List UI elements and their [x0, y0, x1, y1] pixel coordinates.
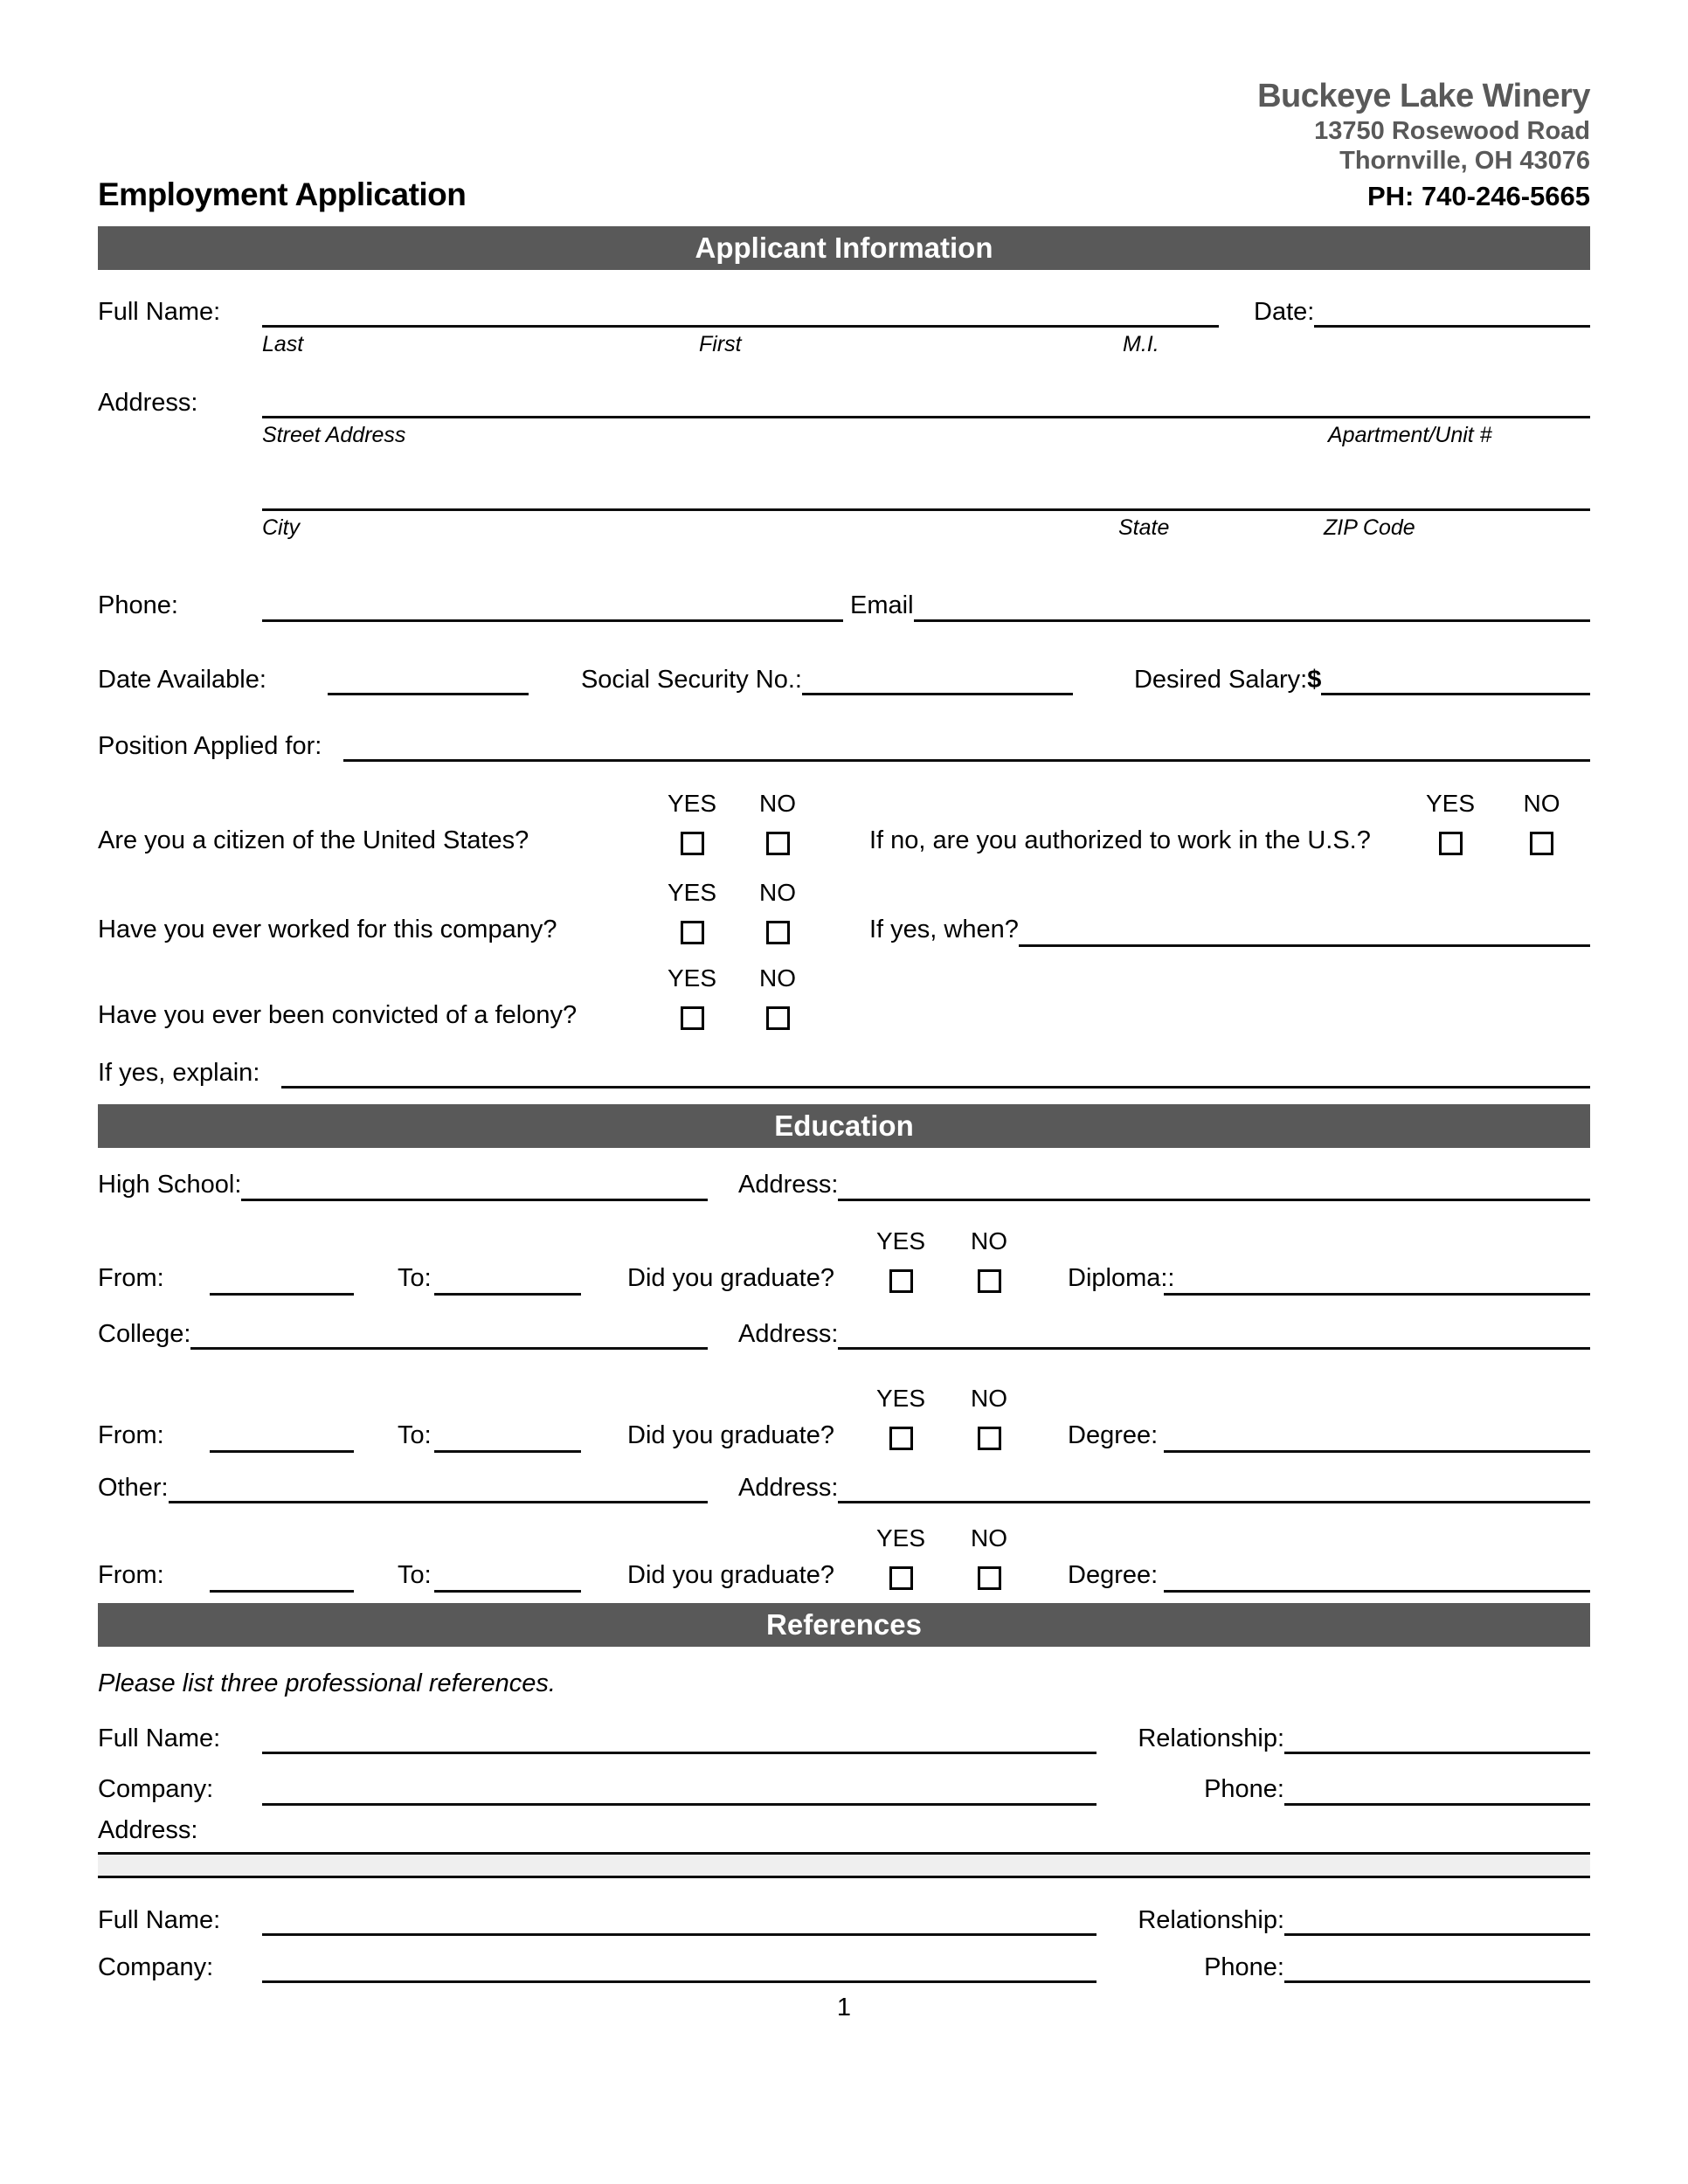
if-yes-explain-label: If yes, explain:	[98, 1059, 260, 1088]
no-label: NO	[1523, 790, 1560, 818]
other-field[interactable]	[169, 1472, 708, 1503]
other-row	[98, 1472, 1590, 1503]
college-address-field[interactable]	[838, 1318, 1590, 1350]
ref-company-label: Company:	[98, 1953, 214, 1982]
full-name-sublabels	[98, 328, 1590, 363]
citizen-yes-no-header	[98, 790, 1590, 818]
section-bar-references	[98, 1603, 1590, 1647]
if-yes-when-cell	[820, 914, 1590, 947]
reference1-company-row	[98, 1773, 1590, 1805]
other-degree-field[interactable]	[1164, 1561, 1590, 1593]
company-name: Buckeye Lake Winery	[1257, 78, 1590, 114]
felony-yes-no-header	[98, 964, 1590, 992]
yes-label: YES	[667, 879, 717, 907]
did-you-graduate-label: Did you graduate?	[627, 1421, 834, 1450]
reference1-company-field[interactable]	[262, 1774, 1097, 1806]
yes-label: YES	[875, 1384, 926, 1412]
high-school-field[interactable]	[241, 1170, 708, 1201]
college-label: College:	[98, 1319, 191, 1348]
ref-address-label: Address:	[98, 1815, 198, 1844]
college-yes-no-header	[98, 1385, 1590, 1413]
reference1-address-block	[98, 1814, 1590, 1878]
high-school-to-field[interactable]	[434, 1264, 581, 1296]
reference1-phone-field[interactable]	[1284, 1774, 1590, 1806]
phone-label: Phone:	[98, 591, 178, 620]
other-label: Other:	[98, 1473, 169, 1502]
high-school-label: High School:	[98, 1171, 242, 1199]
page-title: Employment Application	[98, 176, 467, 212]
section-title-references: References	[766, 1608, 922, 1641]
sub-label-last: Last	[262, 332, 304, 357]
desired-salary-label: Desired Salary:	[1133, 665, 1308, 694]
yes-label: YES	[667, 964, 717, 992]
reference1-name-row	[98, 1723, 1590, 1754]
reference1-full-name-field[interactable]	[262, 1723, 1097, 1754]
did-you-graduate-label: Did you graduate?	[627, 1561, 834, 1590]
to-label: To:	[398, 1421, 432, 1450]
address-row	[98, 387, 1590, 418]
section-title-education: Education	[774, 1109, 914, 1143]
references-note: Please list three professional references.	[98, 1669, 556, 1698]
sub-label-street-address: Street Address	[262, 423, 406, 448]
education-address-label: Address:	[738, 1473, 839, 1502]
city-state-zip-field[interactable]	[262, 480, 1590, 511]
if-yes-explain-field[interactable]	[281, 1057, 1590, 1089]
college-from-field[interactable]	[210, 1421, 354, 1453]
high-school-graduate-yes-checkbox[interactable]	[889, 1269, 913, 1293]
ref-full-name-label: Full Name:	[98, 1905, 221, 1934]
felony-question-row	[98, 992, 1590, 1033]
no-label: NO	[971, 1227, 1007, 1254]
no-label: NO	[759, 790, 796, 818]
address-label: Address:	[98, 389, 198, 418]
college-graduate-no-checkbox[interactable]	[978, 1427, 1001, 1450]
did-you-graduate-label: Did you graduate?	[627, 1263, 834, 1292]
reference2-full-name-field[interactable]	[262, 1904, 1097, 1936]
no-label: NO	[971, 1524, 1007, 1552]
no-label: NO	[759, 964, 796, 992]
date-label: Date:	[1254, 297, 1315, 326]
high-school-yes-no-header	[98, 1227, 1590, 1255]
other-graduate-no-checkbox[interactable]	[978, 1566, 1001, 1590]
sub-label-city: City	[262, 515, 301, 541]
college-left	[98, 1318, 708, 1350]
date-field[interactable]	[1314, 296, 1590, 328]
college-graduate-yes-checkbox[interactable]	[889, 1427, 913, 1450]
high-school-row	[98, 1169, 1590, 1200]
no-label: NO	[971, 1384, 1007, 1412]
explain-row	[98, 1057, 1590, 1089]
ssn-label: Social Security No.:	[580, 665, 802, 694]
address2-sublabels	[98, 511, 1590, 546]
other-address-field[interactable]	[838, 1472, 1590, 1503]
company-address-line1: 13750 Rosewood Road	[1314, 116, 1590, 145]
address-row-2	[98, 480, 1590, 511]
authorized-no-checkbox[interactable]	[1530, 832, 1553, 855]
to-label: To:	[398, 1561, 432, 1590]
section-bar-education	[98, 1104, 1590, 1148]
from-label: From:	[98, 1263, 164, 1292]
street-address-field[interactable]	[262, 387, 1590, 418]
sub-label-zip-code: ZIP Code	[1324, 515, 1415, 541]
full-name-row	[98, 296, 1590, 328]
high-school-graduate-no-checkbox[interactable]	[978, 1269, 1001, 1293]
worked-no-checkbox[interactable]	[766, 921, 790, 944]
college-field[interactable]	[190, 1318, 708, 1350]
date-available-label: Date Available:	[98, 665, 266, 694]
if-yes-when-label: If yes, when?	[869, 916, 1019, 944]
date-available-field[interactable]	[328, 664, 529, 695]
citizen-question: Are you a citizen of the United States?	[98, 826, 529, 855]
sub-label-state: State	[1118, 515, 1170, 541]
other-graduate-yes-checkbox[interactable]	[889, 1566, 913, 1590]
college-to-field[interactable]	[434, 1421, 581, 1453]
to-label: To:	[398, 1263, 432, 1292]
page-number: 1	[836, 1994, 852, 2022]
yes-label: YES	[667, 790, 717, 818]
from-label: From:	[98, 1421, 164, 1450]
high-school-left	[98, 1169, 708, 1200]
relationship-label: Relationship:	[1138, 1905, 1284, 1934]
no-label: NO	[759, 879, 796, 907]
education-address-label: Address:	[738, 1171, 839, 1199]
full-name-field[interactable]	[262, 296, 1219, 328]
college-dates-row	[98, 1413, 1590, 1453]
degree-label: Degree:	[1068, 1421, 1159, 1450]
reference2-name-row	[98, 1904, 1590, 1936]
company-address-line2: Thornville, OH 43076	[1339, 147, 1590, 176]
availability-row	[98, 664, 1590, 695]
dollar-sign: $	[1307, 665, 1322, 694]
ref-full-name-label: Full Name:	[98, 1724, 221, 1753]
company-info	[1257, 77, 1590, 213]
reference2-company-field[interactable]	[262, 1952, 1097, 1983]
desired-salary-field[interactable]	[1321, 664, 1590, 695]
education-address-label: Address:	[738, 1319, 839, 1348]
reference2-phone-field[interactable]	[1284, 1952, 1590, 1983]
other-to-field[interactable]	[434, 1561, 581, 1593]
page-header	[98, 77, 1590, 213]
degree-label: Degree:	[1068, 1561, 1159, 1590]
reference1-address-field-line2[interactable]	[98, 1855, 1590, 1878]
felony-yes-checkbox[interactable]	[681, 1006, 704, 1030]
address-sublabels	[98, 418, 1590, 453]
position-applied-label: Position Applied for:	[98, 731, 322, 760]
yes-label: YES	[875, 1524, 926, 1552]
relationship-label: Relationship:	[1138, 1724, 1284, 1753]
sub-label-mi: M.I.	[1123, 332, 1159, 357]
yes-label: YES	[1425, 790, 1476, 818]
worked-yes-no-header	[98, 879, 1590, 907]
high-school-diploma-field[interactable]	[1164, 1264, 1590, 1296]
citizen-no-checkbox[interactable]	[766, 832, 790, 855]
worked-yes-checkbox[interactable]	[681, 921, 704, 944]
section-bar-applicant-information	[98, 226, 1590, 270]
college-row	[98, 1318, 1590, 1350]
ssn-field[interactable]	[802, 664, 1073, 695]
high-school-address-field[interactable]	[838, 1170, 1590, 1201]
citizen-yes-checkbox[interactable]	[681, 832, 704, 855]
authorized-yes-checkbox[interactable]	[1439, 832, 1463, 855]
reference1-address-field-line1[interactable]	[98, 1846, 1590, 1855]
other-yes-no-header	[98, 1524, 1590, 1552]
other-left	[98, 1472, 708, 1503]
phone-email-row	[98, 590, 1590, 621]
reference2-relationship-field[interactable]	[1284, 1904, 1590, 1936]
position-row	[98, 730, 1590, 762]
reference1-relationship-field[interactable]	[1284, 1723, 1590, 1754]
authorized-question: If no, are you authorized to work in the U.S.?	[869, 826, 1371, 855]
felony-question: Have you ever been convicted of a felony?	[98, 1001, 578, 1030]
worked-question: Have you ever worked for this company?	[98, 916, 557, 944]
worked-question-row	[98, 907, 1590, 947]
phone-field[interactable]	[262, 591, 843, 622]
position-applied-field[interactable]	[343, 730, 1590, 762]
yes-label: YES	[875, 1227, 926, 1254]
high-school-from-field[interactable]	[210, 1264, 354, 1296]
from-label: From:	[98, 1561, 164, 1590]
reference2-company-row	[98, 1952, 1590, 1983]
citizen-question-row	[98, 818, 1590, 858]
sub-label-first: First	[699, 332, 742, 357]
full-name-label: Full Name:	[98, 297, 221, 326]
ref-phone-label: Phone:	[1204, 1775, 1284, 1804]
email-field[interactable]	[914, 591, 1590, 622]
ref-company-label: Company:	[98, 1775, 214, 1804]
sub-label-apartment-unit: Apartment/Unit #	[1328, 423, 1492, 448]
felony-no-checkbox[interactable]	[766, 1006, 790, 1030]
ref-phone-label: Phone:	[1204, 1953, 1284, 1982]
section-title-applicant-information: Applicant Information	[695, 231, 993, 264]
college-degree-field[interactable]	[1164, 1421, 1590, 1453]
if-yes-when-field[interactable]	[1019, 916, 1590, 947]
email-label: Email	[850, 591, 914, 620]
company-phone: PH: 740-246-5665	[1366, 181, 1590, 212]
other-from-field[interactable]	[210, 1561, 354, 1593]
high-school-dates-row	[98, 1255, 1590, 1296]
diploma-label: Diploma::	[1068, 1263, 1175, 1292]
other-dates-row	[98, 1552, 1590, 1593]
